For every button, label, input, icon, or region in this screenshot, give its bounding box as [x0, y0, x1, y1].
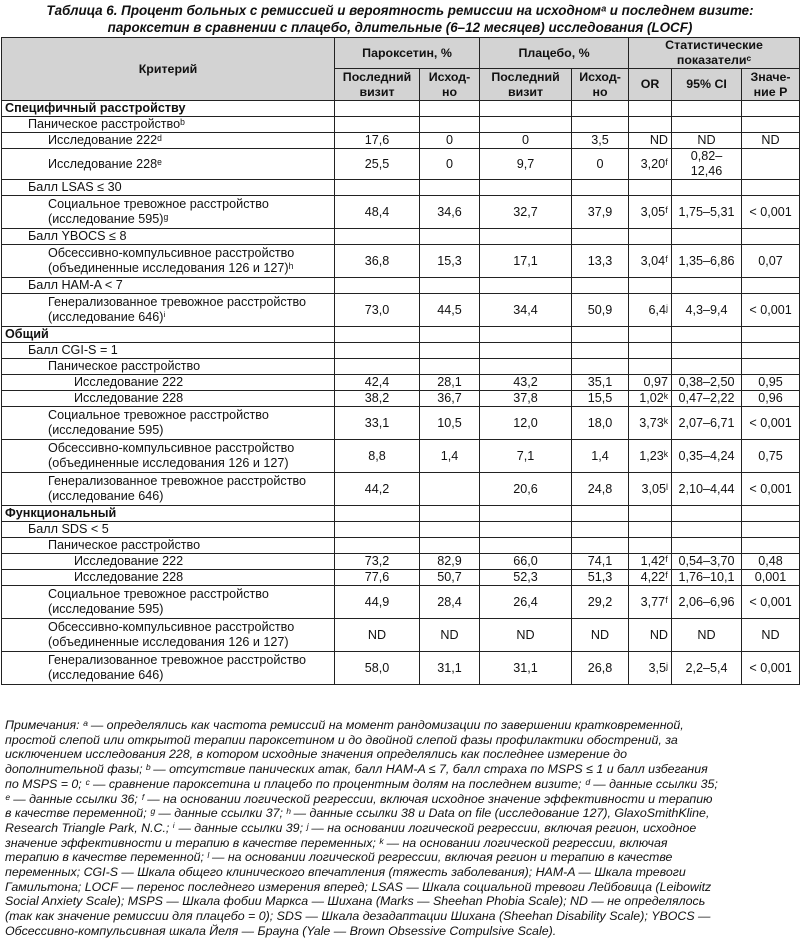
placebo-baseline-cell	[572, 343, 629, 359]
section-row	[2, 327, 800, 343]
ci-cell: 2,10–4,44	[672, 473, 742, 506]
paroxetine-last-cell	[335, 506, 420, 522]
paroxetine-baseline-cell: 1,4	[420, 440, 480, 473]
ci-cell	[672, 538, 742, 554]
criterion-cell: Исследование 228	[2, 391, 335, 407]
p-cell	[742, 117, 800, 133]
paroxetine-last-cell: 77,6	[335, 570, 420, 586]
table-row	[2, 133, 800, 149]
paroxetine-last-cell: 33,1	[335, 407, 420, 440]
p-cell	[742, 359, 800, 375]
or-cell: 3,20ᶠ	[629, 149, 672, 180]
placebo-last-cell: 34,4	[480, 294, 572, 327]
header-placebo-baseline: Исход-но	[572, 69, 629, 101]
p-cell	[742, 506, 800, 522]
or-cell: ND	[629, 619, 672, 652]
p-cell	[742, 180, 800, 196]
table-row	[2, 586, 800, 619]
placebo-baseline-cell	[572, 117, 629, 133]
paroxetine-baseline-cell	[420, 327, 480, 343]
or-cell	[629, 101, 672, 117]
paroxetine-last-cell: ND	[335, 619, 420, 652]
note-line: в качестве переменной; ᵍ — данные ссылки 37; ʰ — данные ссылки 38 и Data on file (исследование 127), GlaxoSmithKline,	[5, 806, 710, 821]
p-cell	[742, 229, 800, 245]
paroxetine-baseline-cell: 44,5	[420, 294, 480, 327]
table-row	[2, 554, 800, 570]
criterion-cell: Балл YBOCS ≤ 8	[2, 229, 335, 245]
criterion-cell: Балл CGI-S = 1	[2, 343, 335, 359]
note-line: Research Triangle Park, N.C.; ⁱ — данные ссылки 39; ʲ — на основании логической регрессии, включая регион, исходное	[5, 820, 697, 835]
or-cell: 1,42ᶠ	[629, 554, 672, 570]
placebo-last-cell	[480, 522, 572, 538]
paroxetine-baseline-cell: 10,5	[420, 407, 480, 440]
or-cell: 3,73ᵏ	[629, 407, 672, 440]
section-row	[2, 101, 800, 117]
paroxetine-baseline-cell	[420, 180, 480, 196]
or-cell: 0,97	[629, 375, 672, 391]
or-cell: 3,05ˡ	[629, 473, 672, 506]
or-cell	[629, 180, 672, 196]
paroxetine-baseline-cell: 82,9	[420, 554, 480, 570]
paroxetine-baseline-cell	[420, 522, 480, 538]
placebo-baseline-cell: 13,3	[572, 245, 629, 278]
p-cell: ND	[742, 133, 800, 149]
section-row	[2, 506, 800, 522]
criterion-cell: Балл HAM-A < 7	[2, 278, 335, 294]
header-ci: 95% CI	[672, 69, 742, 101]
header-p: Значе-ние P	[742, 69, 800, 101]
ci-cell: 0,35–4,24	[672, 440, 742, 473]
paroxetine-last-cell	[335, 343, 420, 359]
note-line: значение эффективности и терапию в качестве переменных; ᵏ — на основании логической регрессии, включая	[5, 835, 668, 850]
table-row	[2, 245, 800, 278]
group-row	[2, 359, 800, 375]
paroxetine-last-cell	[335, 117, 420, 133]
group-row	[2, 538, 800, 554]
criterion-cell: Специфичный расстройству	[2, 101, 335, 117]
paroxetine-last-cell	[335, 101, 420, 117]
note-line: переменных; CGI-S — Шкала общего клинического впечатления (тяжесть заболевания); HAM-A — Шкала тревоги	[5, 865, 686, 880]
ci-cell	[672, 359, 742, 375]
placebo-baseline-cell: 1,4	[572, 440, 629, 473]
placebo-last-cell	[480, 229, 572, 245]
placebo-last-cell: 52,3	[480, 570, 572, 586]
note-line: Обсессивно-компульсивная шкала Йеля — Брауна (Yale — Brown Obsessive Compulsive Scale).	[5, 923, 557, 938]
paroxetine-last-cell: 58,0	[335, 652, 420, 685]
header-placebo-last-visit: Последний визит	[480, 69, 572, 101]
criterion-cell: Генерализованное тревожное расстройство (исследование 646)	[2, 652, 335, 685]
table-notes	[5, 718, 797, 939]
group-row	[2, 229, 800, 245]
or-cell: 6,4ʲ	[629, 294, 672, 327]
placebo-baseline-cell	[572, 327, 629, 343]
criterion-cell: Социальное тревожное расстройство (исследование 595)ᵍ	[2, 196, 335, 229]
paroxetine-last-cell: 44,9	[335, 586, 420, 619]
criterion-cell: Паническое расстройство	[2, 538, 335, 554]
note-line: по MSPS = 0; ᶜ — сравнение пароксетина и плацебо по процентным долям на последнем визите; ᵈ — данные ссылки 35;	[5, 776, 718, 791]
paroxetine-last-cell: 42,4	[335, 375, 420, 391]
criterion-cell: Обсессивно-компульсивное расстройство (объединенные исследования 126 и 127)ʰ	[2, 245, 335, 278]
paroxetine-baseline-cell: 0	[420, 149, 480, 180]
placebo-last-cell	[480, 117, 572, 133]
table-row	[2, 294, 800, 327]
or-cell: 3,77ᶠ	[629, 586, 672, 619]
placebo-last-cell: 31,1	[480, 652, 572, 685]
ci-cell	[672, 327, 742, 343]
table-row	[2, 440, 800, 473]
note-line: дополнительной фазы; ᵇ — отсутствие панических атак, балл HAM-A ≤ 7, балл страха по MSPS ≤ 1 и балл избегания	[5, 762, 708, 777]
placebo-baseline-cell: 51,3	[572, 570, 629, 586]
paroxetine-last-cell: 36,8	[335, 245, 420, 278]
placebo-last-cell: 12,0	[480, 407, 572, 440]
or-cell	[629, 278, 672, 294]
table-row	[2, 375, 800, 391]
criterion-cell: Исследование 228	[2, 570, 335, 586]
note-line: Гамильтона; LOCF — перенос последнего измерения вперед; LSAS — Шкала социальной тревоги Лейбовица (Leibowitz	[5, 879, 712, 894]
or-cell	[629, 117, 672, 133]
ci-cell: 1,76–10,1	[672, 570, 742, 586]
p-cell: < 0,001	[742, 652, 800, 685]
header-paroxetine: Пароксетин, %	[335, 38, 480, 69]
criterion-cell: Функциональный	[2, 506, 335, 522]
p-cell: ND	[742, 619, 800, 652]
remission-table	[1, 37, 800, 685]
criterion-cell: Исследование 228ᵉ	[2, 149, 335, 180]
placebo-baseline-cell: 18,0	[572, 407, 629, 440]
p-cell	[742, 149, 800, 180]
criterion-cell: Генерализованное тревожное расстройство (исследование 646)	[2, 473, 335, 506]
paroxetine-baseline-cell	[420, 506, 480, 522]
paroxetine-baseline-cell: 34,6	[420, 196, 480, 229]
paroxetine-baseline-cell	[420, 359, 480, 375]
p-cell: < 0,001	[742, 196, 800, 229]
or-cell	[629, 229, 672, 245]
p-cell	[742, 343, 800, 359]
header-paroxetine-last-visit: Последний визит	[335, 69, 420, 101]
placebo-baseline-cell: 37,9	[572, 196, 629, 229]
group-row	[2, 522, 800, 538]
placebo-last-cell	[480, 180, 572, 196]
placebo-last-cell: 66,0	[480, 554, 572, 570]
p-cell: 0,07	[742, 245, 800, 278]
placebo-last-cell	[480, 101, 572, 117]
placebo-baseline-cell: 0	[572, 149, 629, 180]
paroxetine-last-cell	[335, 278, 420, 294]
paroxetine-last-cell: 73,2	[335, 554, 420, 570]
p-cell	[742, 538, 800, 554]
p-cell	[742, 101, 800, 117]
paroxetine-baseline-cell	[420, 229, 480, 245]
or-cell: 3,05ᶠ	[629, 196, 672, 229]
paroxetine-baseline-cell	[420, 473, 480, 506]
paroxetine-last-cell: 38,2	[335, 391, 420, 407]
placebo-last-cell	[480, 359, 572, 375]
placebo-baseline-cell	[572, 359, 629, 375]
criterion-cell: Балл LSAS ≤ 30	[2, 180, 335, 196]
ci-cell	[672, 506, 742, 522]
criterion-cell: Исследование 222	[2, 375, 335, 391]
placebo-last-cell: 7,1	[480, 440, 572, 473]
table-row	[2, 407, 800, 440]
placebo-last-cell: 43,2	[480, 375, 572, 391]
or-cell	[629, 327, 672, 343]
ci-cell: ND	[672, 619, 742, 652]
placebo-last-cell	[480, 538, 572, 554]
p-cell: 0,48	[742, 554, 800, 570]
note-line: (так как значение ремиссии для плацебо = 0); SDS — Шкала дезадаптации Шихана (Sheehan Disability Scale); YBOCS —	[5, 909, 711, 924]
paroxetine-last-cell: 8,8	[335, 440, 420, 473]
or-cell	[629, 538, 672, 554]
ci-cell: 0,54–3,70	[672, 554, 742, 570]
paroxetine-baseline-cell: 36,7	[420, 391, 480, 407]
ci-cell: 0,47–2,22	[672, 391, 742, 407]
placebo-baseline-cell: 26,8	[572, 652, 629, 685]
note-line: Примечания: ᵃ — определялись как частота ремиссий на момент рандомизации по завершении кратковременной,	[5, 718, 684, 732]
table-body	[2, 101, 800, 685]
placebo-last-cell: 20,6	[480, 473, 572, 506]
ci-cell	[672, 180, 742, 196]
paroxetine-last-cell	[335, 229, 420, 245]
header-placebo: Плацебо, %	[480, 38, 629, 69]
table-row	[2, 391, 800, 407]
p-cell: 0,96	[742, 391, 800, 407]
criterion-cell: Общий	[2, 327, 335, 343]
criterion-cell: Обсессивно-компульсивное расстройство (объединенные исследования 126 и 127)	[2, 619, 335, 652]
paroxetine-baseline-cell: 0	[420, 133, 480, 149]
ci-cell	[672, 278, 742, 294]
ci-cell: ND	[672, 133, 742, 149]
placebo-baseline-cell	[572, 180, 629, 196]
p-cell: < 0,001	[742, 407, 800, 440]
note-line: терапию в качестве переменной; ˡ — на основании логической регрессии, включая регион и терапию в качестве	[5, 850, 673, 865]
or-cell	[629, 359, 672, 375]
placebo-last-cell: 0	[480, 133, 572, 149]
or-cell: 3,5ʲ	[629, 652, 672, 685]
table-title	[5, 2, 795, 36]
table-row	[2, 619, 800, 652]
paroxetine-last-cell: 73,0	[335, 294, 420, 327]
p-cell	[742, 278, 800, 294]
table-title-line-2: пароксетин в сравнении с плацебо, длительные (6–12 месяцев) исследования (LOCF)	[107, 20, 693, 35]
ci-cell: 4,3–9,4	[672, 294, 742, 327]
note-line: ᵉ — данные ссылки 36; ᶠ — на основании логической регрессии, включая исходное значение эффективности и терапию	[5, 791, 713, 806]
placebo-last-cell	[480, 327, 572, 343]
table-row	[2, 196, 800, 229]
table-row	[2, 570, 800, 586]
placebo-baseline-cell	[572, 522, 629, 538]
paroxetine-last-cell	[335, 359, 420, 375]
ci-cell: 0,38–2,50	[672, 375, 742, 391]
note-line: исключением исследования 228, в котором исходные значения определялись как последнее измерение до	[5, 747, 627, 762]
placebo-baseline-cell: 74,1	[572, 554, 629, 570]
criterion-cell: Исследование 222	[2, 554, 335, 570]
placebo-baseline-cell: 15,5	[572, 391, 629, 407]
placebo-last-cell: 32,7	[480, 196, 572, 229]
placebo-last-cell	[480, 278, 572, 294]
criterion-cell: Генерализованное тревожное расстройство (исследование 646)ⁱ	[2, 294, 335, 327]
note-line: простой слепой или открытой терапии пароксетином и до двойной слепой фазы профилактики обострений, за	[5, 732, 678, 747]
paroxetine-last-cell	[335, 180, 420, 196]
or-cell	[629, 522, 672, 538]
p-cell: 0,95	[742, 375, 800, 391]
paroxetine-last-cell	[335, 522, 420, 538]
placebo-baseline-cell	[572, 538, 629, 554]
criterion-cell: Исследование 222ᵈ	[2, 133, 335, 149]
paroxetine-baseline-cell	[420, 343, 480, 359]
placebo-baseline-cell: 3,5	[572, 133, 629, 149]
placebo-last-cell: 17,1	[480, 245, 572, 278]
paroxetine-baseline-cell	[420, 538, 480, 554]
placebo-baseline-cell	[572, 229, 629, 245]
criterion-cell: Социальное тревожное расстройство (исследование 595)	[2, 407, 335, 440]
placebo-baseline-cell: 29,2	[572, 586, 629, 619]
paroxetine-last-cell: 17,6	[335, 133, 420, 149]
header-criterion: Критерий	[2, 38, 335, 101]
placebo-baseline-cell	[572, 278, 629, 294]
criterion-cell: Паническое расстройство	[2, 359, 335, 375]
criterion-cell: Паническое расстройствоᵇ	[2, 117, 335, 133]
placebo-last-cell	[480, 343, 572, 359]
or-cell: 1,02ᵏ	[629, 391, 672, 407]
or-cell: 1,23ᵏ	[629, 440, 672, 473]
ci-cell	[672, 522, 742, 538]
placebo-last-cell	[480, 506, 572, 522]
ci-cell	[672, 101, 742, 117]
placebo-baseline-cell: ND	[572, 619, 629, 652]
or-cell: 4,22ᶠ	[629, 570, 672, 586]
or-cell	[629, 343, 672, 359]
criterion-cell: Обсессивно-компульсивное расстройство (объединенные исследования 126 и 127)	[2, 440, 335, 473]
group-row	[2, 180, 800, 196]
ci-cell: 1,75–5,31	[672, 196, 742, 229]
placebo-last-cell: 37,8	[480, 391, 572, 407]
ci-cell	[672, 117, 742, 133]
criterion-cell: Социальное тревожное расстройство (исследование 595)	[2, 586, 335, 619]
placebo-baseline-cell: 35,1	[572, 375, 629, 391]
ci-cell	[672, 229, 742, 245]
header-stats: Статистические показателиᶜ	[629, 38, 800, 69]
group-row	[2, 343, 800, 359]
table-title-line-1: Таблица 6. Процент больных с ремиссией и вероятность ремиссии на исходномᵃ и последнем визите:	[46, 3, 754, 18]
p-cell: 0,001	[742, 570, 800, 586]
paroxetine-last-cell: 48,4	[335, 196, 420, 229]
header-or: OR	[629, 69, 672, 101]
paroxetine-last-cell	[335, 327, 420, 343]
paroxetine-last-cell: 25,5	[335, 149, 420, 180]
table-row	[2, 149, 800, 180]
placebo-baseline-cell: 24,8	[572, 473, 629, 506]
ci-cell: 0,82–12,46	[672, 149, 742, 180]
placebo-baseline-cell	[572, 506, 629, 522]
p-cell	[742, 522, 800, 538]
paroxetine-baseline-cell: ND	[420, 619, 480, 652]
note-line: Social Anxiety Scale); MSPS — Шкала фобии Маркса — Шихана (Marks — Sheehan Phobia Scale); ND — не определялось	[5, 894, 706, 909]
paroxetine-baseline-cell: 15,3	[420, 245, 480, 278]
paroxetine-baseline-cell	[420, 278, 480, 294]
placebo-last-cell: ND	[480, 619, 572, 652]
placebo-baseline-cell: 50,9	[572, 294, 629, 327]
paroxetine-baseline-cell: 28,4	[420, 586, 480, 619]
ci-cell: 2,06–6,96	[672, 586, 742, 619]
ci-cell: 2,07–6,71	[672, 407, 742, 440]
ci-cell: 1,35–6,86	[672, 245, 742, 278]
ci-cell	[672, 343, 742, 359]
paroxetine-last-cell: 44,2	[335, 473, 420, 506]
table-row	[2, 652, 800, 685]
p-cell: < 0,001	[742, 473, 800, 506]
or-cell: 3,04ᶠ	[629, 245, 672, 278]
paroxetine-baseline-cell: 31,1	[420, 652, 480, 685]
paroxetine-baseline-cell: 50,7	[420, 570, 480, 586]
criterion-cell: Балл SDS < 5	[2, 522, 335, 538]
group-row	[2, 278, 800, 294]
p-cell: < 0,001	[742, 294, 800, 327]
p-cell: < 0,001	[742, 586, 800, 619]
paroxetine-last-cell	[335, 538, 420, 554]
group-row	[2, 117, 800, 133]
header-paroxetine-baseline: Исход-но	[420, 69, 480, 101]
placebo-baseline-cell	[572, 101, 629, 117]
ci-cell: 2,2–5,4	[672, 652, 742, 685]
paroxetine-baseline-cell	[420, 117, 480, 133]
or-cell: ND	[629, 133, 672, 149]
or-cell	[629, 506, 672, 522]
paroxetine-baseline-cell	[420, 101, 480, 117]
p-cell	[742, 327, 800, 343]
placebo-last-cell: 26,4	[480, 586, 572, 619]
paroxetine-baseline-cell: 28,1	[420, 375, 480, 391]
table-row	[2, 473, 800, 506]
placebo-last-cell: 9,7	[480, 149, 572, 180]
p-cell: 0,75	[742, 440, 800, 473]
